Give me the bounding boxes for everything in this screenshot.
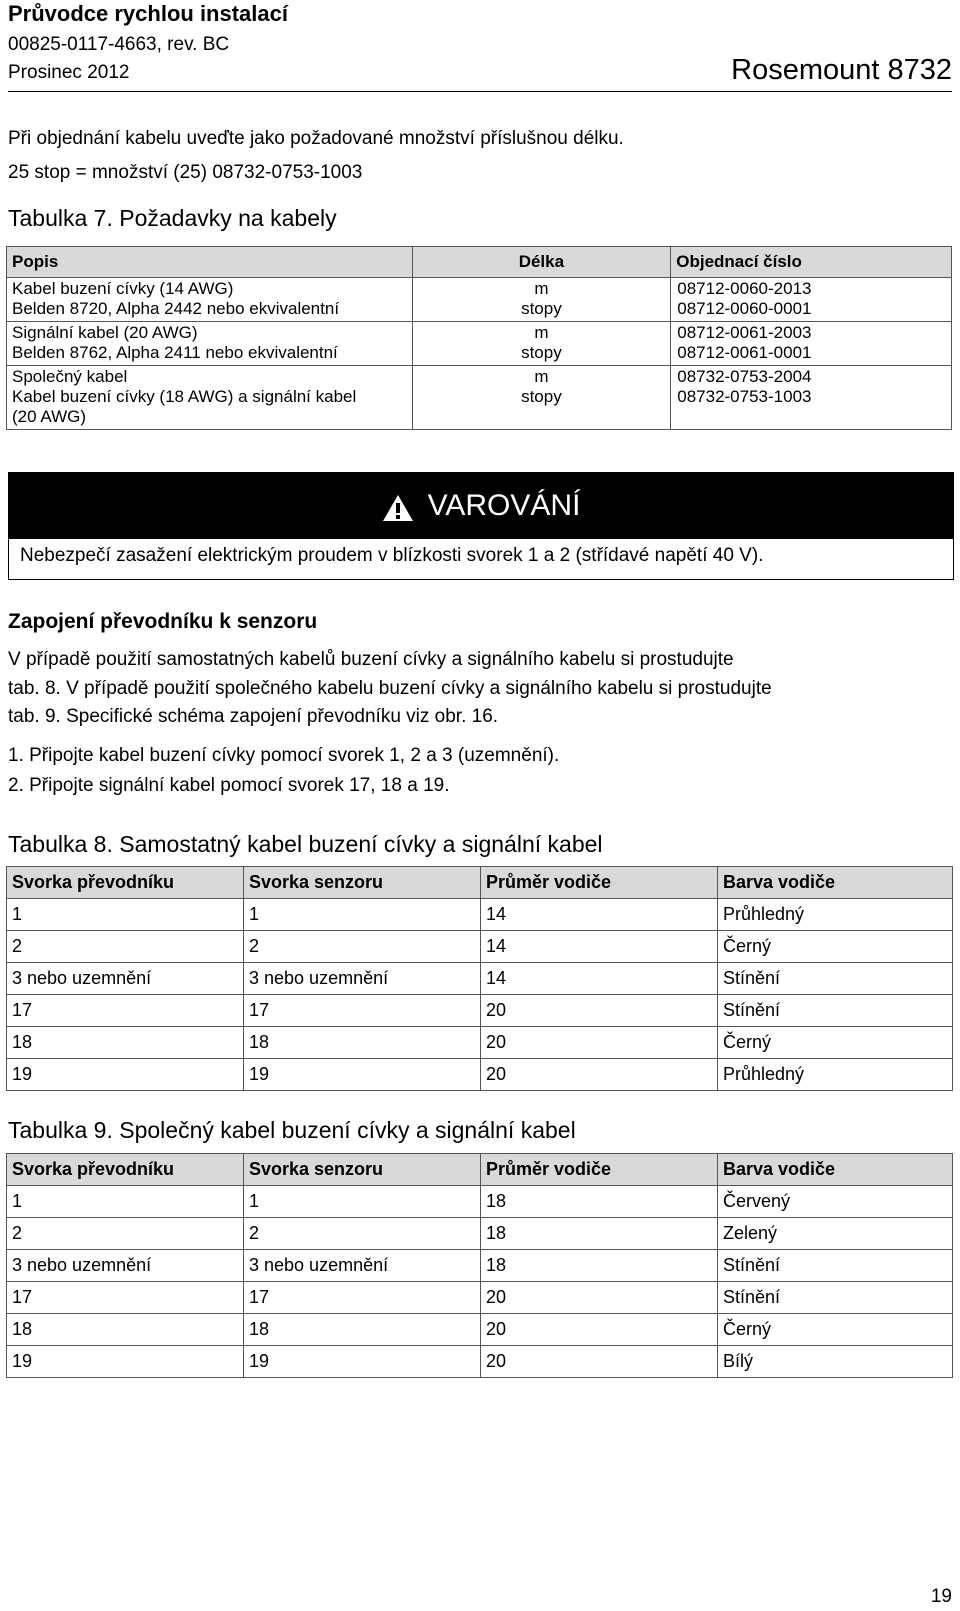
table-cell: Stínění — [718, 1250, 953, 1282]
table-cell: Zelený — [718, 1218, 953, 1250]
table-cell: 18 — [244, 1027, 481, 1059]
table-cell: 1 — [7, 1186, 244, 1218]
table-cell: 19 — [244, 1059, 481, 1091]
table-cell: Stínění — [718, 995, 953, 1027]
paragraph-line: tab. 8. V případě použití společného kabelu buzení cívky a signálního kabelu si prostudujte — [8, 677, 772, 699]
table-cell: 3 nebo uzemnění — [244, 1250, 481, 1282]
table-cell: 18 — [244, 1314, 481, 1346]
list-item: 1. Připojte kabel buzení cívky pomocí svorek 1, 2 a 3 (uzemnění). — [8, 745, 560, 766]
table-cell: 1 — [244, 899, 481, 931]
table-row — [7, 1314, 953, 1346]
table-cell: 2 — [7, 1218, 244, 1250]
table-row — [7, 931, 953, 963]
table-header-row — [7, 247, 952, 278]
table-cell: 2 — [244, 1218, 481, 1250]
table-row — [7, 1346, 953, 1378]
table-cell — [7, 278, 413, 322]
paragraph-line: tab. 9. Specifické schéma zapojení převodníku viz obr. 16. — [8, 706, 499, 727]
table-cell: 20 — [481, 995, 718, 1027]
guide-title: Průvodce rychlou instalací — [8, 1, 288, 26]
warning-text: Nebezpečí zasažení elektrickým proudem v blízkosti svorek 1 a 2 (střídavé napětí 40 V). — [20, 545, 764, 566]
cable-requirements-table — [6, 246, 952, 430]
table-cell: 3 nebo uzemnění — [7, 1250, 244, 1282]
table-row — [7, 899, 953, 931]
table-cell — [7, 322, 413, 366]
table-row — [7, 1250, 953, 1282]
column-header: Svorka převodníku — [7, 1154, 244, 1186]
steps-list — [8, 741, 559, 801]
table-cell: Červený — [718, 1186, 953, 1218]
table-row — [7, 1282, 953, 1314]
table-cell: 18 — [7, 1314, 244, 1346]
cell-line: Signální kabel (20 AWG) — [12, 323, 198, 342]
cell-line: m — [534, 323, 549, 342]
section-title: Zapojení převodníku k senzoru — [8, 610, 318, 633]
table-cell: 14 — [481, 931, 718, 963]
table-cell: 3 nebo uzemnění — [244, 963, 481, 995]
table-row — [7, 1027, 953, 1059]
cell-line: Společný kabel — [12, 367, 128, 386]
table-cell — [412, 278, 671, 322]
table-cell: 18 — [481, 1250, 718, 1282]
table-row — [7, 995, 953, 1027]
cell-line: 08732-0753-1003 — [677, 387, 812, 406]
cell-line: 08712-0060-0001 — [677, 299, 812, 318]
warning-title: VAROVÁNÍ — [427, 489, 581, 522]
table-row — [7, 1186, 953, 1218]
section-paragraph — [8, 646, 952, 732]
cell-line: Kabel buzení cívky (14 AWG) — [12, 279, 234, 298]
table-cell: 1 — [7, 899, 244, 931]
cell-line: stopy — [521, 299, 562, 318]
cell-line: Belden 8720, Alpha 2442 nebo ekvivalentní — [12, 299, 340, 318]
product-name: Rosemount 8732 — [731, 54, 952, 86]
table-cell: 3 nebo uzemnění — [7, 963, 244, 995]
warning-box — [8, 472, 954, 580]
page-header — [8, 0, 952, 92]
column-header: Svorka senzoru — [244, 867, 481, 899]
cell-line: stopy — [521, 387, 562, 406]
cell-line: (20 AWG) — [12, 407, 86, 426]
cell-line: 08712-0060-2013 — [677, 279, 812, 298]
table-row — [7, 322, 952, 366]
warning-triangle-icon — [382, 494, 414, 522]
table-cell: 19 — [244, 1346, 481, 1378]
table8-caption: Tabulka 8. Samostatný kabel buzení cívky a signální kabel — [8, 831, 603, 857]
table-cell: 17 — [7, 995, 244, 1027]
table-cell: 20 — [481, 1059, 718, 1091]
doc-code: 00825-0117-4663, rev. BC — [8, 34, 230, 55]
table-cell — [671, 366, 952, 430]
column-header: Průměr vodiče — [481, 867, 718, 899]
table-cell: 17 — [244, 995, 481, 1027]
table-header-row — [7, 867, 953, 899]
table-header-row — [7, 1154, 953, 1186]
warning-bar — [9, 473, 953, 539]
table-cell: Černý — [718, 931, 953, 963]
table7-caption: Tabulka 7. Požadavky na kabely — [8, 205, 337, 231]
table9-caption: Tabulka 9. Společný kabel buzení cívky a signální kabel — [8, 1117, 576, 1143]
column-header: Barva vodiče — [718, 1154, 953, 1186]
intro-line-2: 25 stop = množství (25) 08732-0753-1003 — [8, 162, 363, 183]
table-cell: Průhledný — [718, 899, 953, 931]
column-header: Objednací číslo — [671, 247, 952, 278]
table-cell — [671, 278, 952, 322]
table-cell: Černý — [718, 1314, 953, 1346]
column-header: Barva vodiče — [718, 867, 953, 899]
table-cell: 18 — [481, 1186, 718, 1218]
table-cell: 17 — [244, 1282, 481, 1314]
table-cell — [412, 366, 671, 430]
table-cell: Stínění — [718, 963, 953, 995]
paragraph-line: V případě použití samostatných kabelů buzení cívky a signálního kabelu si prostudujte — [8, 649, 734, 670]
table-row — [7, 278, 952, 322]
column-header: Svorka převodníku — [7, 867, 244, 899]
table-cell: 20 — [481, 1282, 718, 1314]
table-row — [7, 1059, 953, 1091]
column-header: Popis — [7, 247, 413, 278]
table-row — [7, 963, 953, 995]
separate-cable-table — [6, 866, 953, 1091]
table-cell: Bílý — [718, 1346, 953, 1378]
table-cell: 17 — [7, 1282, 244, 1314]
table-cell: 2 — [7, 931, 244, 963]
table-cell: Černý — [718, 1027, 953, 1059]
cell-line: 08732-0753-2004 — [677, 367, 812, 386]
table-cell: 14 — [481, 899, 718, 931]
cell-line: 08712-0061-0001 — [677, 343, 812, 362]
cell-line: Belden 8762, Alpha 2411 nebo ekvivalentní — [12, 343, 338, 362]
table-cell: 18 — [481, 1218, 718, 1250]
column-header: Svorka senzoru — [244, 1154, 481, 1186]
intro-line-1: Při objednání kabelu uveďte jako požadované množství příslušnou délku. — [8, 128, 624, 149]
table-row — [7, 366, 952, 430]
cell-line: stopy — [521, 343, 562, 362]
doc-date: Prosinec 2012 — [8, 62, 130, 83]
combined-cable-table — [6, 1153, 953, 1378]
list-item: 2. Připojte signální kabel pomocí svorek 17, 18 a 19. — [8, 775, 450, 796]
cell-line: Kabel buzení cívky (18 AWG) a signální kabel — [12, 387, 357, 406]
column-header: Průměr vodiče — [481, 1154, 718, 1186]
table-cell: Stínění — [718, 1282, 953, 1314]
table-cell: 19 — [7, 1059, 244, 1091]
column-header: Délka — [412, 247, 671, 278]
table-cell: 14 — [481, 963, 718, 995]
table-cell: 18 — [7, 1027, 244, 1059]
cell-line: m — [534, 367, 549, 386]
table-cell — [7, 366, 413, 430]
table-cell: 20 — [481, 1314, 718, 1346]
table-cell: 20 — [481, 1346, 718, 1378]
table-row — [7, 1218, 953, 1250]
table-cell — [671, 322, 952, 366]
page-number: 19 — [930, 1586, 952, 1607]
table-cell: 20 — [481, 1027, 718, 1059]
table-cell: Průhledný — [718, 1059, 953, 1091]
cell-line: 08712-0061-2003 — [677, 323, 812, 342]
table-cell: 1 — [244, 1186, 481, 1218]
table-cell: 2 — [244, 931, 481, 963]
cell-line: m — [534, 279, 549, 298]
table-cell: 19 — [7, 1346, 244, 1378]
table-cell — [412, 322, 671, 366]
